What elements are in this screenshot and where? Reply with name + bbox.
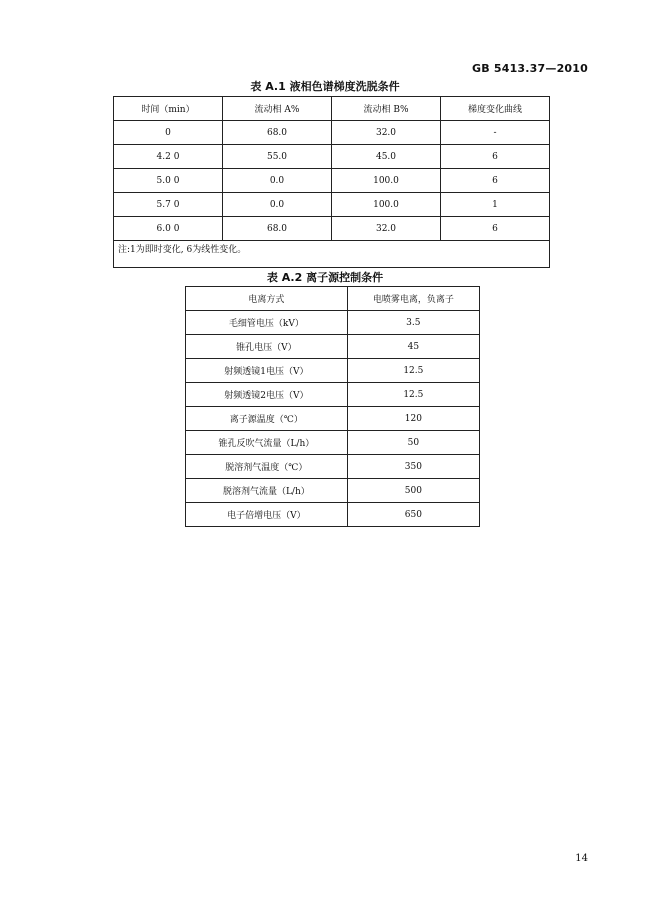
table-cell: 5.7 0 <box>114 193 223 217</box>
table-cell: 毛细管电压（kV） <box>186 311 348 335</box>
table-cell: 3.5 <box>347 311 479 335</box>
gradient-elution-table <box>113 96 550 268</box>
table-cell: 120 <box>347 407 479 431</box>
table-row <box>186 407 480 431</box>
standard-number: GB 5413.37—2010 <box>472 62 588 75</box>
column-header: 梯度变化曲线 <box>441 97 550 121</box>
table-row <box>186 503 480 527</box>
table-cell: 68.0 <box>223 217 332 241</box>
table-cell: 脱溶剂气流量（L/h） <box>186 479 348 503</box>
column-header: 流动相 A% <box>223 97 332 121</box>
page-number: 14 <box>575 853 588 864</box>
table-cell: 100.0 <box>332 193 441 217</box>
table-cell: 离子源温度（℃） <box>186 407 348 431</box>
table-cell: 射频透镜2电压（V） <box>186 383 348 407</box>
column-header: 电喷雾电离，负离子 <box>347 287 479 311</box>
table2-caption: 表 A.2 离子源控制条件 <box>266 271 384 284</box>
table-cell: 12.5 <box>347 383 479 407</box>
table-cell: 6 <box>441 217 550 241</box>
table-cell: - <box>441 121 550 145</box>
table-cell: 4.2 0 <box>114 145 223 169</box>
table1-caption: 表 A.1 液相色谱梯度洗脱条件 <box>250 80 400 93</box>
table-cell: 锥孔反吹气流量（L/h） <box>186 431 348 455</box>
table-cell: 1 <box>441 193 550 217</box>
table-row <box>186 479 480 503</box>
table-row <box>186 431 480 455</box>
table-row <box>186 383 480 407</box>
table-row <box>114 121 550 145</box>
table-cell: 55.0 <box>223 145 332 169</box>
column-header: 时间（min） <box>114 97 223 121</box>
table-cell: 0.0 <box>223 169 332 193</box>
table-note-row <box>114 241 550 268</box>
table-cell: 32.0 <box>332 121 441 145</box>
column-header: 流动相 B% <box>332 97 441 121</box>
ion-source-table <box>185 286 480 527</box>
table-row <box>114 193 550 217</box>
table-cell: 500 <box>347 479 479 503</box>
table-cell: 射频透镜1电压（V） <box>186 359 348 383</box>
table-cell: 68.0 <box>223 121 332 145</box>
table-row <box>186 359 480 383</box>
table-header-row <box>186 287 480 311</box>
table-cell: 45.0 <box>332 145 441 169</box>
table-cell: 100.0 <box>332 169 441 193</box>
column-header: 电离方式 <box>186 287 348 311</box>
table-cell: 5.0 0 <box>114 169 223 193</box>
table-cell: 32.0 <box>332 217 441 241</box>
table-cell: 350 <box>347 455 479 479</box>
table-cell: 12.5 <box>347 359 479 383</box>
table-header-row <box>114 97 550 121</box>
table-cell: 0.0 <box>223 193 332 217</box>
table-cell: 6.0 0 <box>114 217 223 241</box>
table-row <box>186 455 480 479</box>
table-cell: 50 <box>347 431 479 455</box>
table-cell: 6 <box>441 169 550 193</box>
table-row <box>114 169 550 193</box>
table-cell: 6 <box>441 145 550 169</box>
table-row <box>114 217 550 241</box>
table-cell: 0 <box>114 121 223 145</box>
table-cell: 脱溶剂气温度（℃） <box>186 455 348 479</box>
table-cell: 锥孔电压（V） <box>186 335 348 359</box>
table-cell: 650 <box>347 503 479 527</box>
table-row <box>186 311 480 335</box>
table-row <box>114 145 550 169</box>
table-note: 注:1为即时变化, 6为线性变化。 <box>114 241 550 268</box>
table-cell: 45 <box>347 335 479 359</box>
table-row <box>186 335 480 359</box>
table-cell: 电子倍增电压（V） <box>186 503 348 527</box>
